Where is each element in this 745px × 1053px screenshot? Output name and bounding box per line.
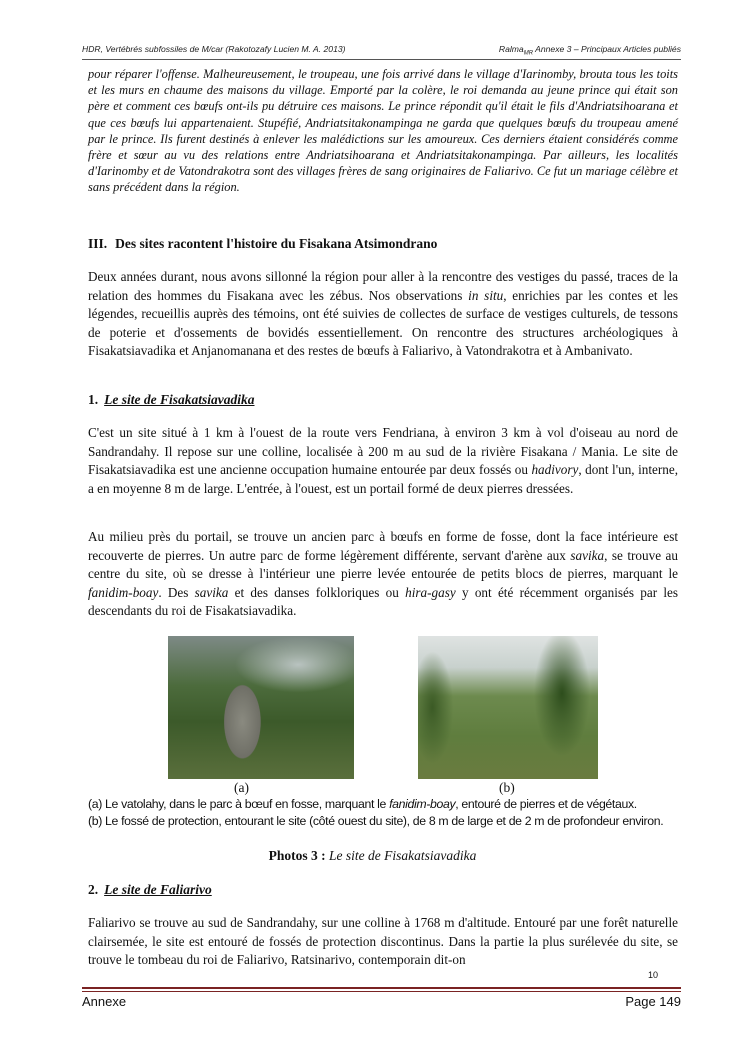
subsection-heading-1: 1. Le site de Fisakatsiavadika: [88, 392, 255, 407]
photo-vatolahy: [168, 636, 354, 779]
photo-label-a: (a): [234, 780, 249, 795]
legend-paragraph: pour réparer l'offense. Malheureusement, le troupeau, une fois arrivé dans le village d'Iarinomby, brouta tous les toits et les murs en chaume des maisons du village. Emporté par la colère, le roi demanda au jeune prince qui était son père et comment ces bœufs ont-ils pu détruire ces maisons. Le prince répondit qu'il était le fils d'Andriatsihoarana et que ces bœufs lui appartenaient. Stupéfié, Andriatsitakonampinga ne garda que quelques bœufs du troupeau amené par le prince. Ils furent destinés à enlever les malédictions sur les amoureux. Ces derniers étaient considérés comme frère et sœur au vu des relations entre Andriatsihoarana et Andriatsitakonampinga. Par ailleurs, les localités d'Iarinomby et de Vatondrakotra sont des villages frères de sang originaires de Faliarivo. Ce fut un mariage célèbre et sans précédent dans la région.: [88, 67, 678, 195]
footer-left: Annexe: [82, 994, 127, 1009]
footer-rule-thick: [82, 987, 681, 989]
running-header-left: HDR, Vertébrés subfossiles de M/car (Rakotozafy Lucien M. A. 2013): [82, 44, 346, 54]
photo-protection-ditch: [418, 636, 598, 779]
header-rule: [82, 59, 681, 60]
site1-paragraph-2: Au milieu près du portail, se trouve un ancien parc à bœufs en forme de fosse, dont la face intérieure est recouverte de pierres. Un autre parc de forme légèrement différente, servant d'arène aux savika, se trouve au centre du site, où se dresse à l'intérieur une pierre levée entourée de petits blocs de pierres, marquant le fanidim-boay. Des savika et des danses folkloriques ou hira-gasy y ont été récemment organisés par les descendants du roi de Fisakatsiavadika.: [88, 529, 679, 619]
footer-page-number: Page 149: [625, 994, 681, 1009]
intro-paragraph: Deux années durant, nous avons sillonné la région pour aller à la rencontre des vestiges du passé, traces de la relation des hommes du Fisakana avec les zébus. Nos observations in situ, enrichies par les contes et les légendes, recueillis auprès des témoins, ont été suivies de collectes de surface de vestiges culturels, de tessons de poterie et d'ossements de bovidés essentiellement. On rencontre des structures archéologiques à Fisakatsiavadika et Anjanomanana et des restes de bœufs à Faliarivo, à Vatondrakotra et à Ambanivato.: [88, 269, 679, 359]
inner-page-number: 10: [648, 970, 659, 980]
section-heading-3: [88, 236, 437, 252]
footer-rule-thin: [82, 991, 681, 992]
photos-title: Photos 3 : Le site de Fisakatsiavadika: [268, 848, 477, 863]
section-title: Des sites racontent l'histoire du Fisakana Atsimondrano: [115, 236, 438, 251]
running-header-right: Ralma$_{MR}$ Annexe 3 – Principaux Articles publiés: [498, 44, 681, 57]
site2-paragraph: Faliarivo se trouve au sud de Sandrandahy, sur une colline à 1768 m d'altitude. Entouré par une forêt naturelle clairsemée, le site est entouré de fossés de protection discontinus. Dans la partie la plus surélevée du site, se trouve le tombeau du roi de Faliarivo, Ratsinarivo, contemporain dit-on: [88, 915, 678, 968]
photo-caption-a: (a) Le vatolahy, dans le parc à bœuf en fosse, marquant le fanidim-boay, entouré de pierres et de végétaux.: [88, 797, 637, 811]
header-subscript: MR: [523, 50, 534, 57]
photo-caption-b: (b) Le fossé de protection, entourant le site (côté ouest du site), de 8 m de large et de 2 m de profondeur environ.: [88, 814, 664, 828]
site1-paragraph-1: C'est un site situé à 1 km à l'ouest de la route vers Fendriana, à environ 3 km à vol d'oiseau au nord de Sandrandahy. Il repose sur une colline, localisée à 200 m au sud de la rivière Fisakana / Mania. Le site de Fisakatsiavadika est une ancienne occupation humaine entourée par deux fossés ou hadivory, dont l'un, interne, a en moyenne 8 m de large. L'entrée, à l'ouest, est un portail formé de deux pierres dressées.: [88, 425, 678, 496]
section-number: III.: [88, 236, 108, 251]
subsection-heading-2: 2. Le site de Faliarivo: [88, 882, 212, 897]
photo-label-b: (b): [499, 780, 515, 795]
